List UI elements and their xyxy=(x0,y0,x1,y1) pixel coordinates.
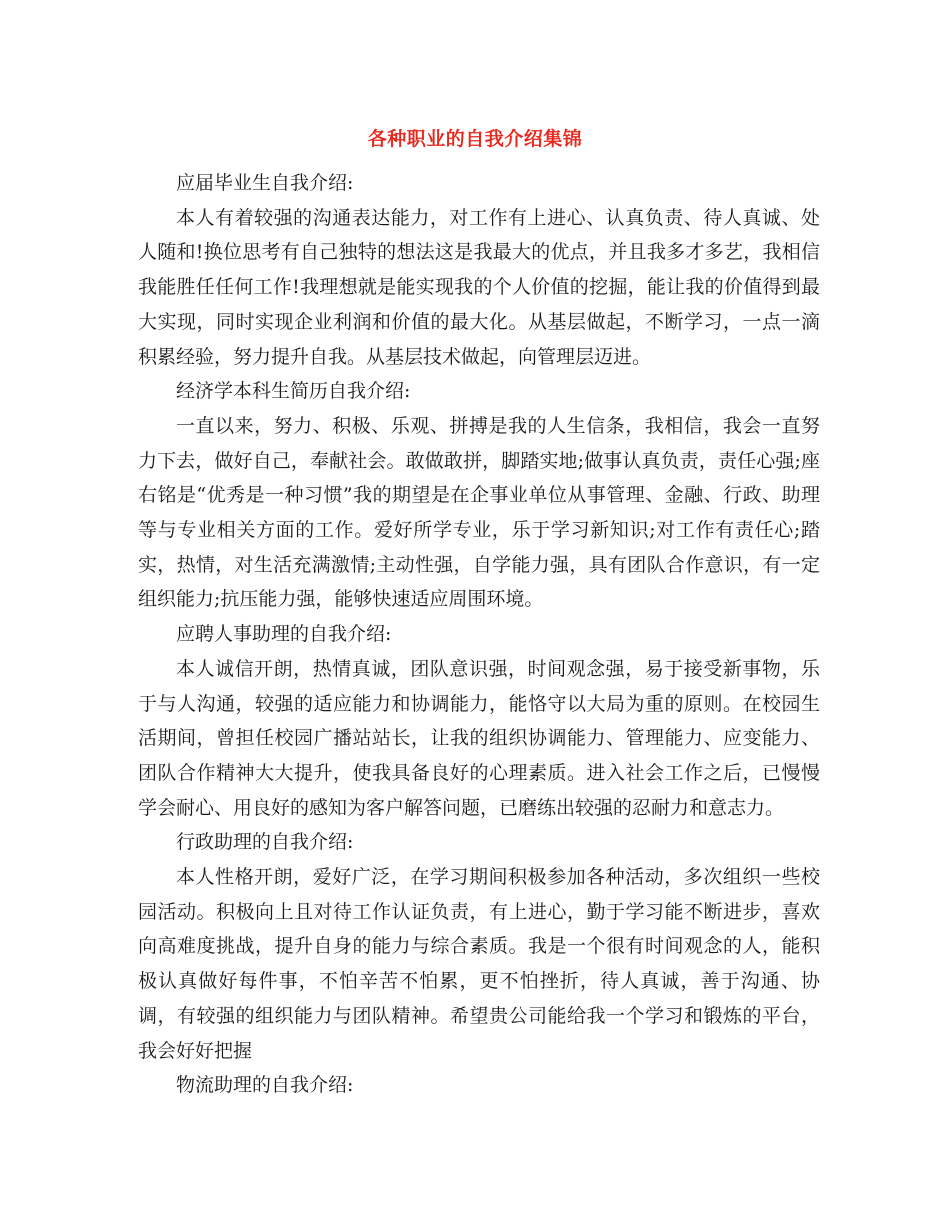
section-heading-admin-assistant: 行政助理的自我介绍: xyxy=(176,831,354,854)
paragraph-economics: 一直以来，努力、积极、乐观、拼搏是我的人生信条，我相信，我会一直努力下去，做好自己，奉献社会。敢做敢拼，脚踏实地;做事认真负责，责任心强;座右铭是“优秀是一种习惯”我的期望是在企事业单位从事管理、金融、行政、助理等与专业相关方面的工作。爱好所学专业，乐于学习新知识;对工作有责任心;踏实，热情，对生活充满激情;主动性强，自学能力强，具有团队合作意识，有一定组织能力;抗压能力强，能够快速适应周围环境。 xyxy=(138,414,820,611)
section-heading-logistics-assistant: 物流助理的自我介绍: xyxy=(176,1074,354,1097)
paragraph-hr-assistant: 本人诚信开朗，热情真诚，团队意识强，时间观念强，易于接受新事物，乐于与人沟通，较强的适应能力和协调能力，能恪守以大局为重的原则。在校园生活期间，曾担任校园广播站站长，让我的组织协调能力、管理能力、应变能力、团队合作精神大大提升，使我具备良好的心理素质。进入社会工作之后，已慢慢学会耐心、用良好的感知为客户解答问题，已磨练出较强的忍耐力和意志力。 xyxy=(138,657,820,819)
document-body xyxy=(138,166,820,1103)
section-heading-hr-assistant: 应聘人事助理的自我介绍: xyxy=(176,623,392,646)
section-heading-graduate: 应届毕业生自我介绍: xyxy=(176,172,354,194)
section-heading-economics: 经济学本科生简历自我介绍: xyxy=(176,380,411,403)
paragraph-graduate: 本人有着较强的沟通表达能力，对工作有上进心、认真负责、待人真诚、处人随和!换位思考有自己独特的想法这是我最大的优点，并且我多才多艺，我相信我能胜任任何工作!我理想就是能实现我的个人价值的挖掘，能让我的价值得到最大实现，同时实现企业利润和价值的最大化。从基层做起，不断学习，一点一滴积累经验，努力提升自我。从基层技术做起，向管理层迈进。 xyxy=(138,206,820,368)
paragraph-admin-assistant: 本人性格开朗，爱好广泛，在学习期间积极参加各种活动，多次组织一些校园活动。积极向上且对待工作认证负责，有上进心，勤于学习能不断进步，喜欢向高难度挑战，提升自身的能力与综合素质。我是一个很有时间观念的人，能积极认真做好每件事，不怕辛苦不怕累，更不怕挫折，待人真诚，善于沟通、协调，有较强的组织能力与团队精神。希望贵公司能给我一个学习和锻炼的平台，我会好好把握 xyxy=(138,866,820,1062)
document-title: 各种职业的自我介绍集锦 xyxy=(367,128,583,150)
